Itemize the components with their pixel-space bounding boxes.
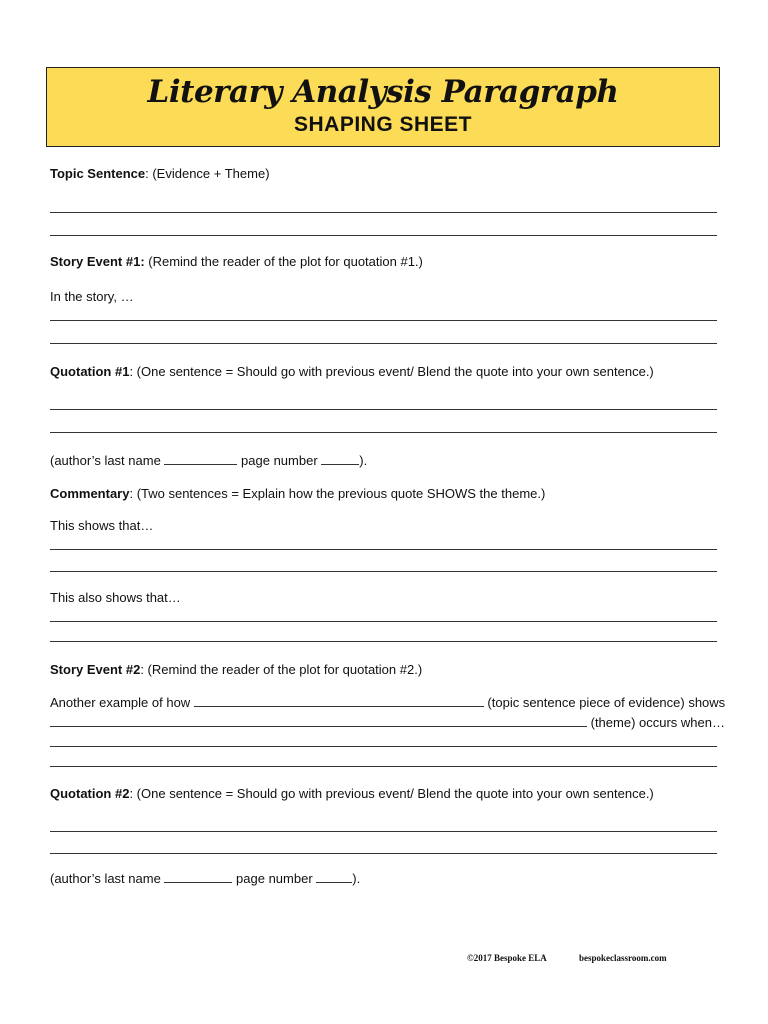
commentary-prompt-1: This shows that…	[50, 518, 154, 533]
citation-page-text: page number	[237, 453, 322, 468]
answer-line[interactable]	[50, 746, 717, 747]
commentary-prompt-2: This also shows that…	[50, 590, 181, 605]
story-event-1-prompt: In the story, …	[50, 289, 134, 304]
topic-sentence-label: Topic Sentence	[50, 166, 146, 181]
story-event-1-instruction: (Remind the reader of the plot for quotation #1.)	[144, 254, 423, 269]
answer-line[interactable]	[50, 343, 717, 344]
citation-page-text: page number	[232, 871, 317, 886]
quotation-1-instruction: : (One sentence = Should go with previous event/ Blend the quote into your own sentence.)	[129, 364, 654, 379]
citation-author-text: (author’s last name	[50, 871, 165, 886]
page-blank[interactable]	[316, 870, 352, 883]
commentary-heading	[50, 486, 545, 501]
story-event-2-prompt	[50, 694, 725, 710]
story-event-2-heading	[50, 662, 422, 677]
answer-line[interactable]	[50, 432, 717, 433]
quotation-2-citation	[50, 870, 360, 886]
answer-line[interactable]	[50, 320, 717, 321]
author-blank[interactable]	[164, 870, 232, 883]
answer-line[interactable]	[50, 641, 717, 642]
prompt-text: (theme) occurs when…	[587, 715, 725, 730]
website-link[interactable]: bespokeclassroom.com	[579, 953, 667, 963]
citation-author-text: (author’s last name	[50, 453, 165, 468]
worksheet-subtitle: SHAPING SHEET	[293, 113, 473, 136]
story-event-2-label: Story Event #2	[50, 662, 141, 677]
quotation-2-label: Quotation #2	[50, 786, 130, 801]
answer-line[interactable]	[50, 571, 717, 572]
topic-sentence-heading	[50, 166, 270, 181]
answer-line[interactable]	[50, 831, 717, 832]
commentary-instruction: : (Two sentences = Explain how the previous quote SHOWS the theme.)	[129, 486, 546, 501]
answer-line[interactable]	[50, 212, 717, 213]
author-blank[interactable]	[164, 452, 237, 465]
story-event-2-prompt-cont	[50, 714, 725, 730]
topic-sentence-instruction: : (Evidence + Theme)	[145, 166, 270, 181]
commentary-label: Commentary	[50, 486, 130, 501]
copyright-notice: ©2017 Bespoke ELA	[467, 953, 547, 963]
answer-line[interactable]	[50, 409, 717, 410]
quotation-1-label: Quotation #1	[50, 364, 130, 379]
theme-blank[interactable]	[50, 714, 587, 727]
answer-line[interactable]	[50, 621, 717, 622]
prompt-text: (topic sentence piece of evidence) shows	[483, 695, 726, 710]
story-event-2-instruction: : (Remind the reader of the plot for quotation #2.)	[140, 662, 423, 677]
worksheet-title: Literary Analysis Paragraph	[147, 74, 619, 110]
page-blank[interactable]	[321, 452, 359, 465]
answer-line[interactable]	[50, 766, 717, 767]
answer-line[interactable]	[50, 235, 717, 236]
citation-end-text: ).	[359, 453, 368, 468]
answer-line[interactable]	[50, 853, 717, 854]
quotation-2-instruction: : (One sentence = Should go with previous event/ Blend the quote into your own sentence.)	[129, 786, 654, 801]
citation-end-text: ).	[352, 871, 361, 886]
quotation-2-heading	[50, 786, 654, 801]
story-event-1-heading	[50, 254, 423, 269]
answer-line[interactable]	[50, 549, 717, 550]
quotation-1-citation	[50, 452, 367, 468]
prompt-text: Another example of how	[50, 695, 194, 710]
story-event-1-label: Story Event #1:	[50, 254, 145, 269]
title-banner	[46, 67, 720, 147]
evidence-blank[interactable]	[194, 694, 484, 707]
quotation-1-heading	[50, 364, 654, 379]
